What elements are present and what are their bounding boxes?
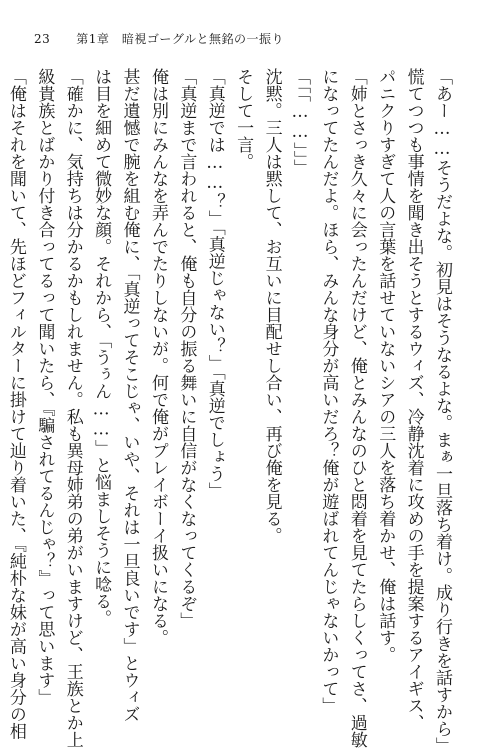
text-line: 「俺はそれを聞いて、先ほどフィルターに掛けて辿り着いた、『純朴な妹が高い身分の相 — [5, 68, 26, 740]
page-number: 23 — [34, 32, 51, 46]
text-line: 「真逆まで言われると、俺も自分の振る舞いに自信がなくなってくるぞ」 — [176, 68, 197, 629]
text-line: 「あー……そうだよな。初見はそうなるよな。まぁ一旦落ち着け。成り行きを話すから」 — [432, 68, 452, 754]
text-line: パニクりすぎて人の言葉を話せていないシアの三人を落ち着かせ、俺は話す。 — [375, 68, 396, 663]
text-line: になってたんだよ。ほら、みんな身分が高いだろ？俺が遊ばれてんじゃないかって」 — [318, 68, 339, 714]
running-header — [34, 30, 284, 47]
text-line: 甚だ遺憾で腕を組む俺に、「真逆ってそこじゃ、いや、それは一旦良いです」とウィズ — [119, 68, 140, 723]
text-line: は目を細めて微妙な顔。それから、「うぅん……」と悩ましそうに唸る。 — [91, 68, 112, 627]
text-line: そして一言。 — [233, 68, 254, 170]
text-line: 沈黙。三人は黙して、お互いに目配せし合い、再び俺を見る。 — [261, 68, 282, 544]
chapter-title: 第1章 暗視ゴーグルと無銘の一振り — [76, 32, 285, 46]
text-line: 「真逆では……？」「真逆じゃない？」「真逆でしょう」 — [204, 68, 225, 499]
text-line: 俺は別にみんなを弄んでたりしないが。何で俺がプレイボーイ扱いになる。 — [147, 68, 168, 646]
text-line: 「確かに、気持ちは分かるかもしれません。私も異母姉弟の弟がいますけど、王族とか上 — [62, 68, 83, 748]
text-line: 「姉とさっき久々に会ったんだけど、俺とみんなのひと悶着を見てたらしくってさ、過敏 — [346, 68, 367, 748]
text-line: 慌てつつも事情を聞き出そうとするウィズ、冷静沈着に攻めの手を提案するアイギス、 — [403, 68, 424, 731]
text-line: 「「「……」」」 — [289, 68, 310, 176]
vertical-body-text — [5, 68, 456, 754]
text-line: 級貴族とばかり付き合ってるって聞いたら、『騙されてるんじゃ？』って思います」 — [34, 68, 55, 706]
